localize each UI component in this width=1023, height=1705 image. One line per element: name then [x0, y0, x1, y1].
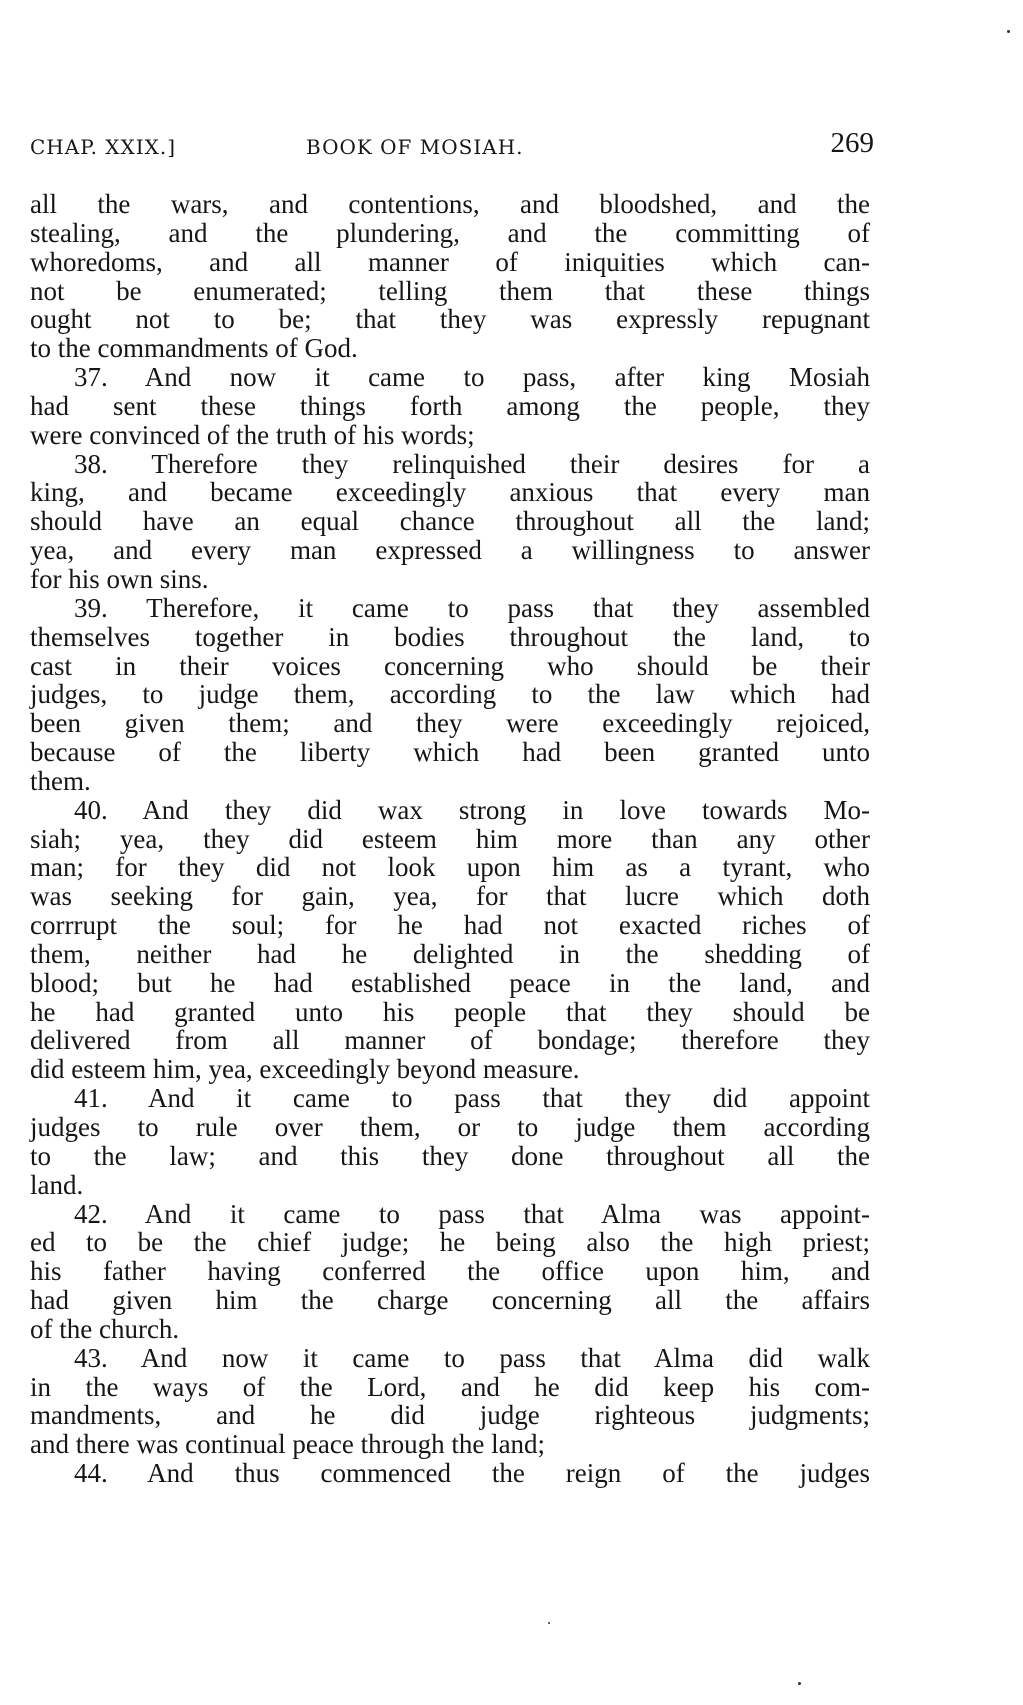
verse-44-start: 44. And thus commenced the reign of the judges: [74, 1458, 870, 1489]
text-line: in the ways of the Lord, and he did keep his com-: [30, 1371, 870, 1402]
text-line: delivered from all manner of bondage; therefore they: [30, 1025, 870, 1056]
text-line: had given him the charge concerning all the affairs: [30, 1285, 870, 1316]
text-line: ought not to be; that they was expressly repugnant: [30, 304, 870, 335]
verse-43-start: 43. And now it came to pass that Alma did walk: [74, 1342, 870, 1373]
body-text: [30, 190, 870, 1488]
verse-41-start: 41. And it came to pass that they did appoint: [74, 1083, 870, 1114]
text-line: siah; yea, they did esteem him more than any other: [30, 823, 870, 854]
text-line: been given them; and they were exceedingly rejoiced,: [30, 708, 870, 739]
text-line: his father having conferred the office upon him, and: [30, 1256, 870, 1287]
verse-40-start: 40. And they did wax strong in love towards Mo-: [74, 794, 870, 825]
text-line: was seeking for gain, yea, for that lucre which doth: [30, 881, 870, 912]
text-line: to the law; and this they done throughout all the: [30, 1140, 870, 1171]
text-line: man; for they did not look upon him as a tyrant, who: [30, 852, 870, 883]
text-line: yea, and every man expressed a willingness to answer: [30, 535, 870, 566]
verse-37-start: 37. And now it came to pass, after king Mosiah: [74, 362, 870, 393]
text-line: to the commandments of God.: [30, 333, 358, 364]
text-line: corrrupt the soul; for he had not exacted riches of: [30, 910, 870, 941]
text-line: stealing, and the plundering, and the committing of: [30, 217, 870, 248]
text-line: whoredoms, and all manner of iniquities which can-: [30, 246, 870, 277]
verse-39-start: 39. Therefore, it came to pass that they assembled: [74, 592, 870, 623]
text-line: because of the liberty which had been granted unto: [30, 737, 870, 768]
print-speck: [798, 1682, 801, 1685]
text-line: ed to be the chief judge; he being also the high priest;: [30, 1227, 870, 1258]
text-line: should have an equal chance throughout all the land;: [30, 506, 870, 537]
text-line: all the wars, and contentions, and bloodshed, and the: [30, 189, 870, 219]
book-title: BOOK OF MOSIAH.: [306, 135, 524, 159]
text-line: judges to rule over them, or to judge them according: [30, 1112, 870, 1142]
text-line: cast in their voices concerning who should be their: [30, 650, 870, 681]
verse-42-start: 42. And it came to pass that Alma was appoint-: [74, 1198, 870, 1229]
text-line: mandments, and he did judge righteous judgments;: [30, 1400, 870, 1431]
text-line: blood; but he had established peace in the land, and: [30, 967, 870, 998]
text-line: them.: [30, 765, 91, 796]
text-line: were convinced of the truth of his words;: [30, 419, 475, 450]
chapter-label: CHAP. XXIX.]: [30, 135, 177, 159]
page-number: 269: [830, 127, 874, 159]
print-speck: [1007, 30, 1010, 33]
text-line: did esteem him, yea, exceedingly beyond measure.: [30, 1054, 580, 1085]
text-line: of the church.: [30, 1313, 180, 1344]
text-line: themselves together in bodies throughout the land, to: [30, 621, 870, 652]
running-header: [28, 125, 874, 165]
text-line: and there was continual peace through the land;: [30, 1429, 546, 1460]
text-line: land.: [30, 1169, 84, 1200]
text-line: had sent these things forth among the people, they: [30, 390, 870, 421]
print-speck: [548, 1622, 550, 1624]
verse-38-start: 38. Therefore they relinquished their desires for a: [74, 448, 870, 479]
text-line: not be enumerated; telling them that these things: [30, 275, 870, 306]
text-line: king, and became exceedingly anxious that every man: [30, 477, 870, 508]
text-line: judges, to judge them, according to the law which had: [30, 679, 870, 710]
text-line: he had granted unto his people that they should be: [30, 996, 870, 1027]
text-line: them, neither had he delighted in the shedding of: [30, 938, 870, 969]
text-line: for his own sins.: [30, 563, 209, 594]
